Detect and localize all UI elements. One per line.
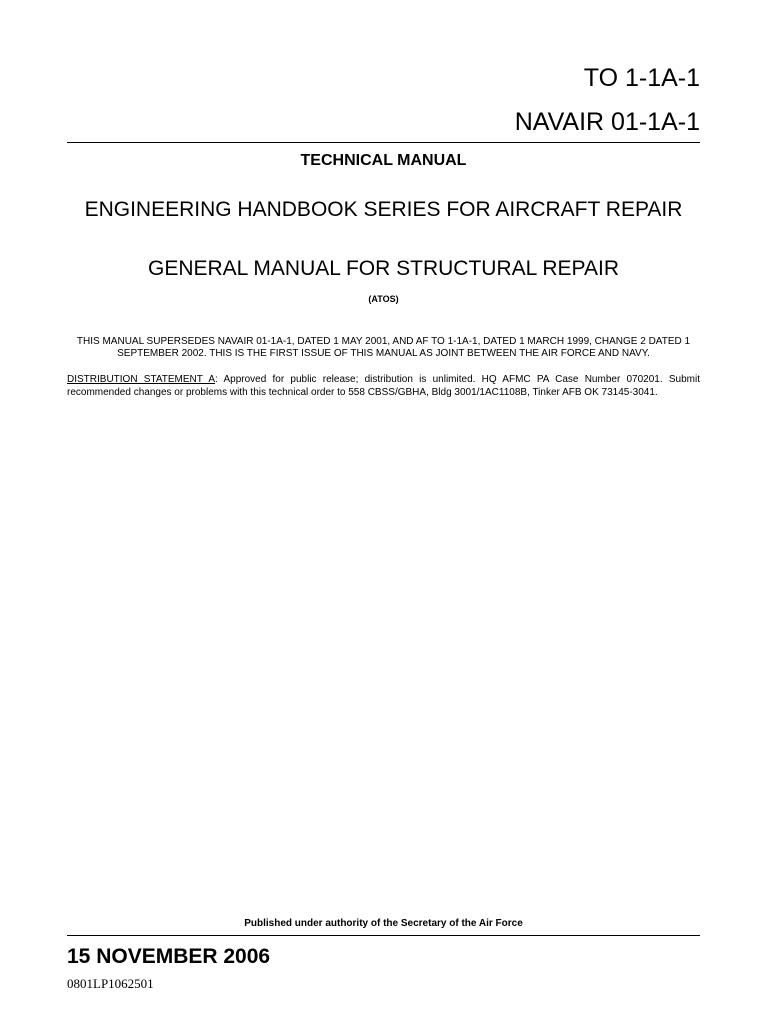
system-code: (ATOS) — [368, 294, 399, 304]
distribution-label: DISTRIBUTION STATEMENT A — [67, 374, 216, 385]
authority-line: Published under authority of the Secretary of the Air Force — [244, 918, 523, 929]
supersede-notice: THIS MANUAL SUPERSEDES NAVAIR 01-1A-1, DATED 1 MAY 2001, AND AF TO 1-1A-1, DATED 1 MARCH 1999, CHANGE 2 DATED 1 SEPTEMBER 2002. THIS IS THE FIRST ISSUE OF THIS MANUAL AS JOINT BETWEEN THE AIR FORCE AND NAVY. — [76, 336, 691, 359]
control-number: 0801LP1062501 — [67, 976, 154, 991]
header-divider — [67, 142, 700, 143]
distribution-statement — [67, 373, 700, 399]
technical-manual-label: TECHNICAL MANUAL — [300, 152, 467, 169]
manual-title: GENERAL MANUAL FOR STRUCTURAL REPAIR — [147, 257, 619, 280]
distribution-text: : Approved for public release; distribution is unlimited. HQ AFMC PA Case Number 070201. Submit recommended changes or problems with this technical order to 558 CBSS/GBHA, Bldg 3001/1AC1108B, Tinker AFB OK 73145-3041. — [67, 374, 700, 398]
publication-date: 15 NOVEMBER 2006 — [67, 945, 271, 968]
navair-number: NAVAIR 01-1A-1 — [514, 108, 700, 136]
handbook-title: ENGINEERING HANDBOOK SERIES FOR AIRCRAFT REPAIR — [84, 198, 683, 221]
footer-divider — [67, 935, 700, 936]
to-number: TO 1-1A-1 — [583, 64, 700, 92]
